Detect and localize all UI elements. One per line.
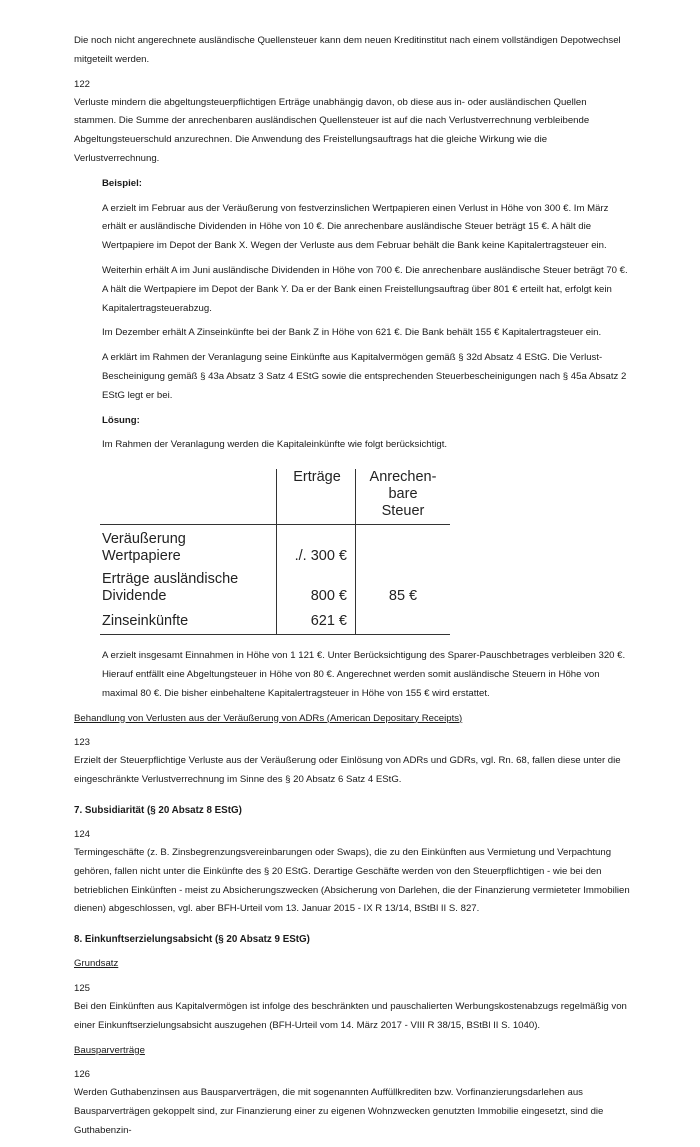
section-heading-8: 8. Einkunftserzielungsabsicht (§ 20 Absatz 9 EStG)	[74, 934, 310, 946]
document-page	[74, 32, 630, 1147]
solution-result-block	[102, 647, 630, 703]
table-row-label-line-2: Dividende	[102, 588, 167, 605]
solution-intro: Im Rahmen der Veranlagung werden die Kapitaleinkünfte wie folgt berücksichtigt.	[102, 439, 448, 451]
table-row-steuer	[356, 525, 451, 572]
margin-number-123: 123	[74, 737, 91, 749]
table-row-ertrag: 621 €	[277, 609, 356, 635]
table-row-label: Veräußerung Wertpapiere	[102, 531, 186, 565]
table-row-ertrag: ./. 300 €	[277, 525, 356, 572]
example-paragraph-4: A erklärt im Rahmen der Veranlagung seine Einkünfte aus Kapitalvermögen gemäß § 32d Absatz 4 EStG. Die Verlust-Bescheinigung gemäß § 43a Absatz 3 Satz 4 EStG sowie die entsprechenden Steuerbescheinigungen nach § 45a Absatz 2 EStG legt er bei.	[102, 352, 627, 401]
subheading-grundsatz: Grundsatz	[74, 958, 119, 970]
table-row	[100, 609, 450, 635]
table-header-empty	[100, 469, 277, 525]
example-paragraph-2: Weiterhin erhält A im Juni ausländische Dividenden in Höhe von 700 €. Die anrechenbare ausländische Steuer beträgt 70 €. A hält die Wertpapiere im Depot der Bank Y. Da er der Bank einen Freistellungsauftrag über 801 € erteilt hat, erfolgt kein Kapitalertragsteuerabzug.	[102, 264, 628, 314]
adr-subheading: Behandlung von Verlusten aus der Veräußerung von ADRs (American Depositary Receipts)	[74, 712, 463, 724]
table-row	[100, 571, 450, 609]
capital-income-table	[100, 469, 450, 635]
subheading-bausparvertraege: Bausparverträge	[74, 1044, 145, 1056]
margin-number-124: 124	[74, 828, 91, 840]
paragraph-126: Werden Guthabenzinsen aus Bausparverträgen, die mit sogenannten Auffüllkrediten bzw. Vorfinanzierungsdarlehen aus Bausparverträgen gekoppelt sind, zur Finanzierung einer zu eigenen Wohnzwecken genutzten Immobilie eingesetzt, sind die Guthabenzin-	[74, 1087, 604, 1136]
table-row-label-line-1: Erträge ausländische	[102, 571, 239, 588]
margin-number-122: 122	[74, 78, 91, 90]
intro-paragraph: Die noch nicht angerechnete ausländische Quellensteuer kann dem neuen Kreditinstitut nach einem vollständigen Depotwechsel mitgeteilt werden.	[74, 35, 621, 65]
paragraph-122: Verluste mindern die abgeltungsteuerpflichtigen Erträge unabhängig davon, ob diese aus in- oder ausländischen Quellen stammen. Die Summe der anrechenbaren ausländischen Quellensteuer ist auf die nach Verlustverrechnung verbleibende Abgeltungsteuerschuld anzurechnen. Die Anwendung des Freistellungsauftrags hat die gleiche Wirkung wie die Verlustverrechnung.	[74, 96, 590, 164]
example-paragraph-1: A erzielt im Februar aus der Veräußerung von festverzinslichen Wertpapieren einen Verlust in Höhe von 300 €. Im März erhält er ausländische Dividenden in Höhe von 10 €. Die anrechenbare ausländische Steuer beträgt 15 €. A hält die Wertpapiere im Depot der Bank X. Wegen der Verluste aus dem Februar behält die Bank keine Kapitalertragsteuer ein.	[102, 202, 609, 252]
paragraph-125: Bei den Einkünften aus Kapitalvermögen ist infolge des beschränkten und pauschalierten Werbungskostenabzugs regelmäßig von einer Einkunftserzielungsabsicht auszugehen (BFH-Urteil vom 14. März 2017 - VIII R 38/15, BStBl II S. 1040).	[74, 1000, 627, 1031]
example-paragraph-3: Im Dezember erhält A Zinseinkünfte bei der Bank Z in Höhe von 621 €. Die Bank behält 155 € Kapitalertragsteuer ein.	[102, 327, 602, 339]
solution-label: Lösung:	[102, 414, 140, 426]
table-row-steuer: 85 €	[356, 571, 451, 609]
table-header-steuer	[356, 469, 451, 525]
paragraph-124: Termingeschäfte (z. B. Zinsbegrenzungsvereinbarungen oder Swaps), die zu den Einkünften aus Vermietung und Verpachtung gehören, fallen nicht unter die Einkünfte des § 20 EStG. Derartige Geschäfte werden von den Steuerpflichtigen - wie bei den betrieblichen Einkünften - meist zu Absicherungszwecken (Absicherung von Darlehen, die der Finanzierung vermieteter Immobilien dienen) abgeschlossen, vgl. aber BFH-Urteil vom 13. Januar 2015 - IX R 13/14, BStBl II S. 827.	[74, 846, 630, 915]
margin-number-126: 126	[74, 1069, 91, 1081]
table-header-ertraege: Erträge	[277, 469, 356, 525]
section-heading-7: 7. Subsidiarität (§ 20 Absatz 8 EStG)	[74, 804, 242, 816]
table-row-label	[100, 571, 277, 609]
table-row	[100, 525, 450, 572]
margin-number-125: 125	[74, 982, 91, 994]
paragraph-123: Erzielt der Steuerpflichtige Verluste aus der Veräußerung oder Einlösung von ADRs und GDRs, vgl. Rn. 68, fallen diese unter die eingeschränkte Verlustverrechnung im Sinne des § 20 Absatz 6 Satz 4 EStG.	[74, 755, 621, 786]
table-row-ertrag: 800 €	[277, 571, 356, 609]
table-header-steuer-line-2: bare Steuer	[381, 486, 425, 520]
table-header-steuer-line-1: Anrechen-	[369, 469, 437, 486]
table-row-label: Zinseinkünfte	[100, 609, 277, 635]
solution-result: A erzielt insgesamt Einnahmen in Höhe von 1 121 €. Unter Berücksichtigung des Sparer-Pauschbetrages verbleiben 320 €. Hierauf entfällt eine Abgeltungsteuer in Höhe von 80 €. Angerechnet werden somit ausländische Steuern in Höhe von maximal 80 €. Die bisher einbehaltene Kapitalertragsteuer in Höhe von 155 € wird erstattet.	[102, 650, 626, 699]
table-row-steuer	[356, 609, 451, 635]
table-header-row	[100, 469, 450, 525]
example-label: Beispiel:	[102, 177, 142, 189]
example-block	[102, 175, 630, 455]
